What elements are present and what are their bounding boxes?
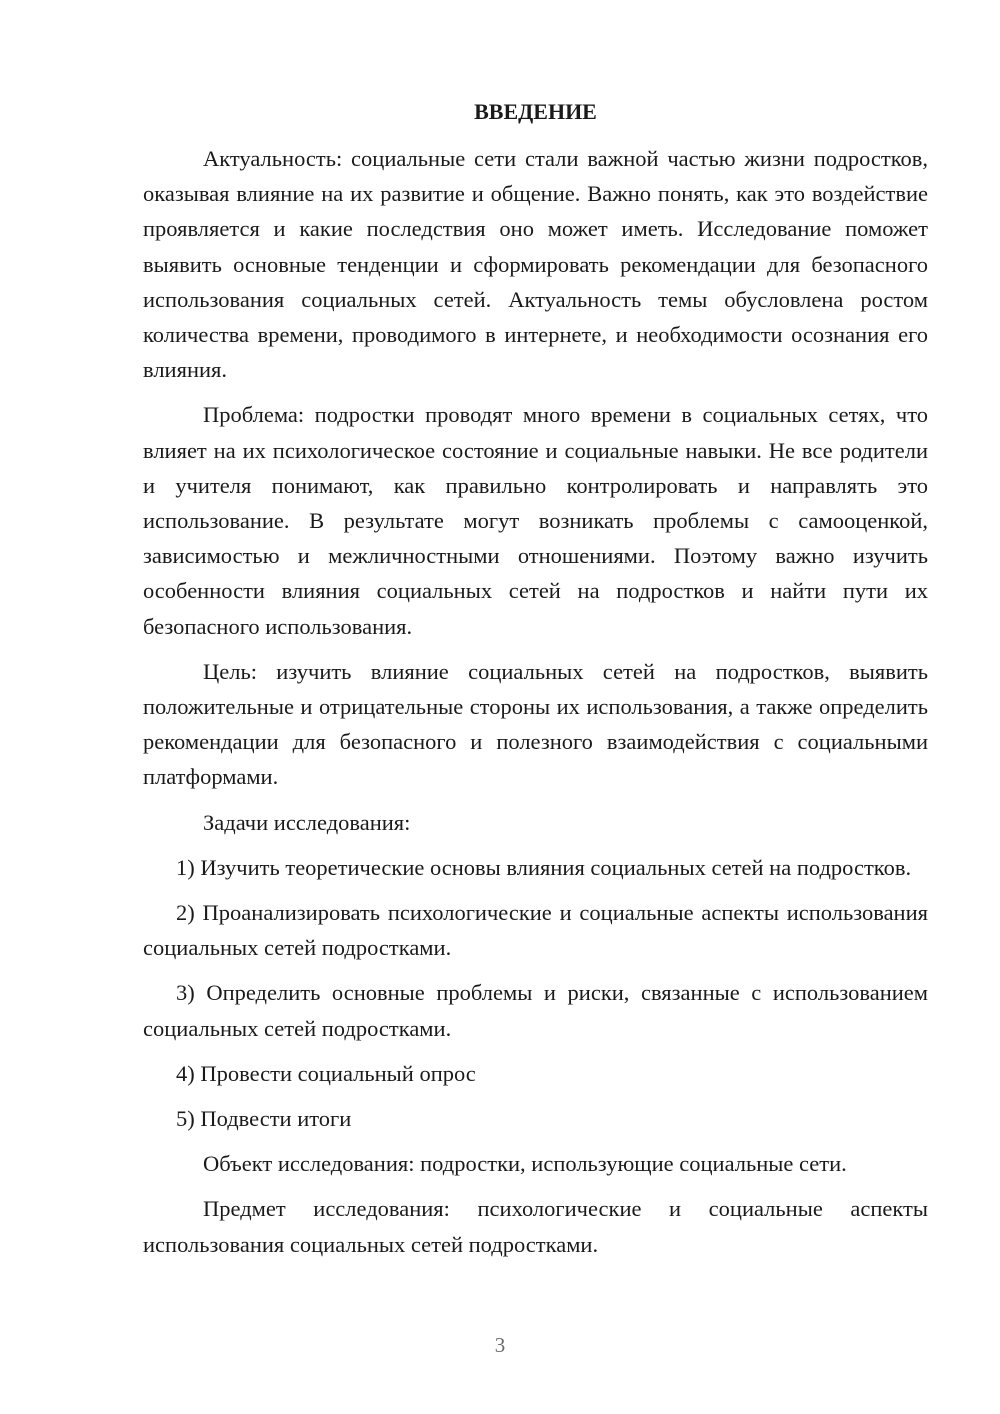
problem-paragraph: Проблема: подростки проводят много времени в социальных сетях, что влияет на их психологическое состояние и социальные навыки. Не все родители и учителя понимают, как правильно контролировать и направлять это использование. В результате могут возникать проблемы с самооценкой, зависимостью и межличностными отношениями. Поэтому важно изучить особенности влияния социальных сетей на подростков и найти пути их безопасного использования. [143, 402, 928, 639]
task-item: 4) Провести социальный опрос [176, 1060, 476, 1086]
document-page [143, 94, 928, 1272]
relevance-paragraph: Актуальность: социальные сети стали важной частью жизни подростков, оказывая влияние на их развитие и общение. Важно понять, как это воздействие проявляется и какие последствия оно может иметь. Исследование поможет выявить основные тенденции и сформировать рекомендации для безопасного использования социальных сетей. Актуальность темы обусловлена ростом количества времени, проводимого в интернете, и необходимости осознания его влияния. [143, 146, 928, 383]
document-title: ВВЕДЕНИЕ [474, 99, 597, 124]
research-subject-paragraph: Предмет исследования: психологические и социальные аспекты использования социальных сетей подростками. [143, 1196, 928, 1257]
task-item: 3) Определить основные проблемы и риски, связанные с использованием социальных сетей подростками. [143, 980, 928, 1041]
goal-paragraph: Цель: изучить влияние социальных сетей на подростков, выявить положительные и отрицательные стороны их использования, а также определить рекомендации для безопасного и полезного взаимодействия с социальными платформами. [143, 658, 928, 790]
tasks-heading: Задачи исследования: [203, 809, 411, 835]
page-number: 3 [494, 1333, 506, 1357]
task-item: 1) Изучить теоретические основы влияния социальных сетей на подростков. [176, 854, 912, 880]
research-object-paragraph: Объект исследования: подростки, использующие социальные сети. [203, 1151, 847, 1177]
task-item: 2) Проанализировать психологические и социальные аспекты использования социальных сетей подростками. [143, 900, 928, 961]
task-item: 5) Подвести итоги [176, 1106, 352, 1132]
